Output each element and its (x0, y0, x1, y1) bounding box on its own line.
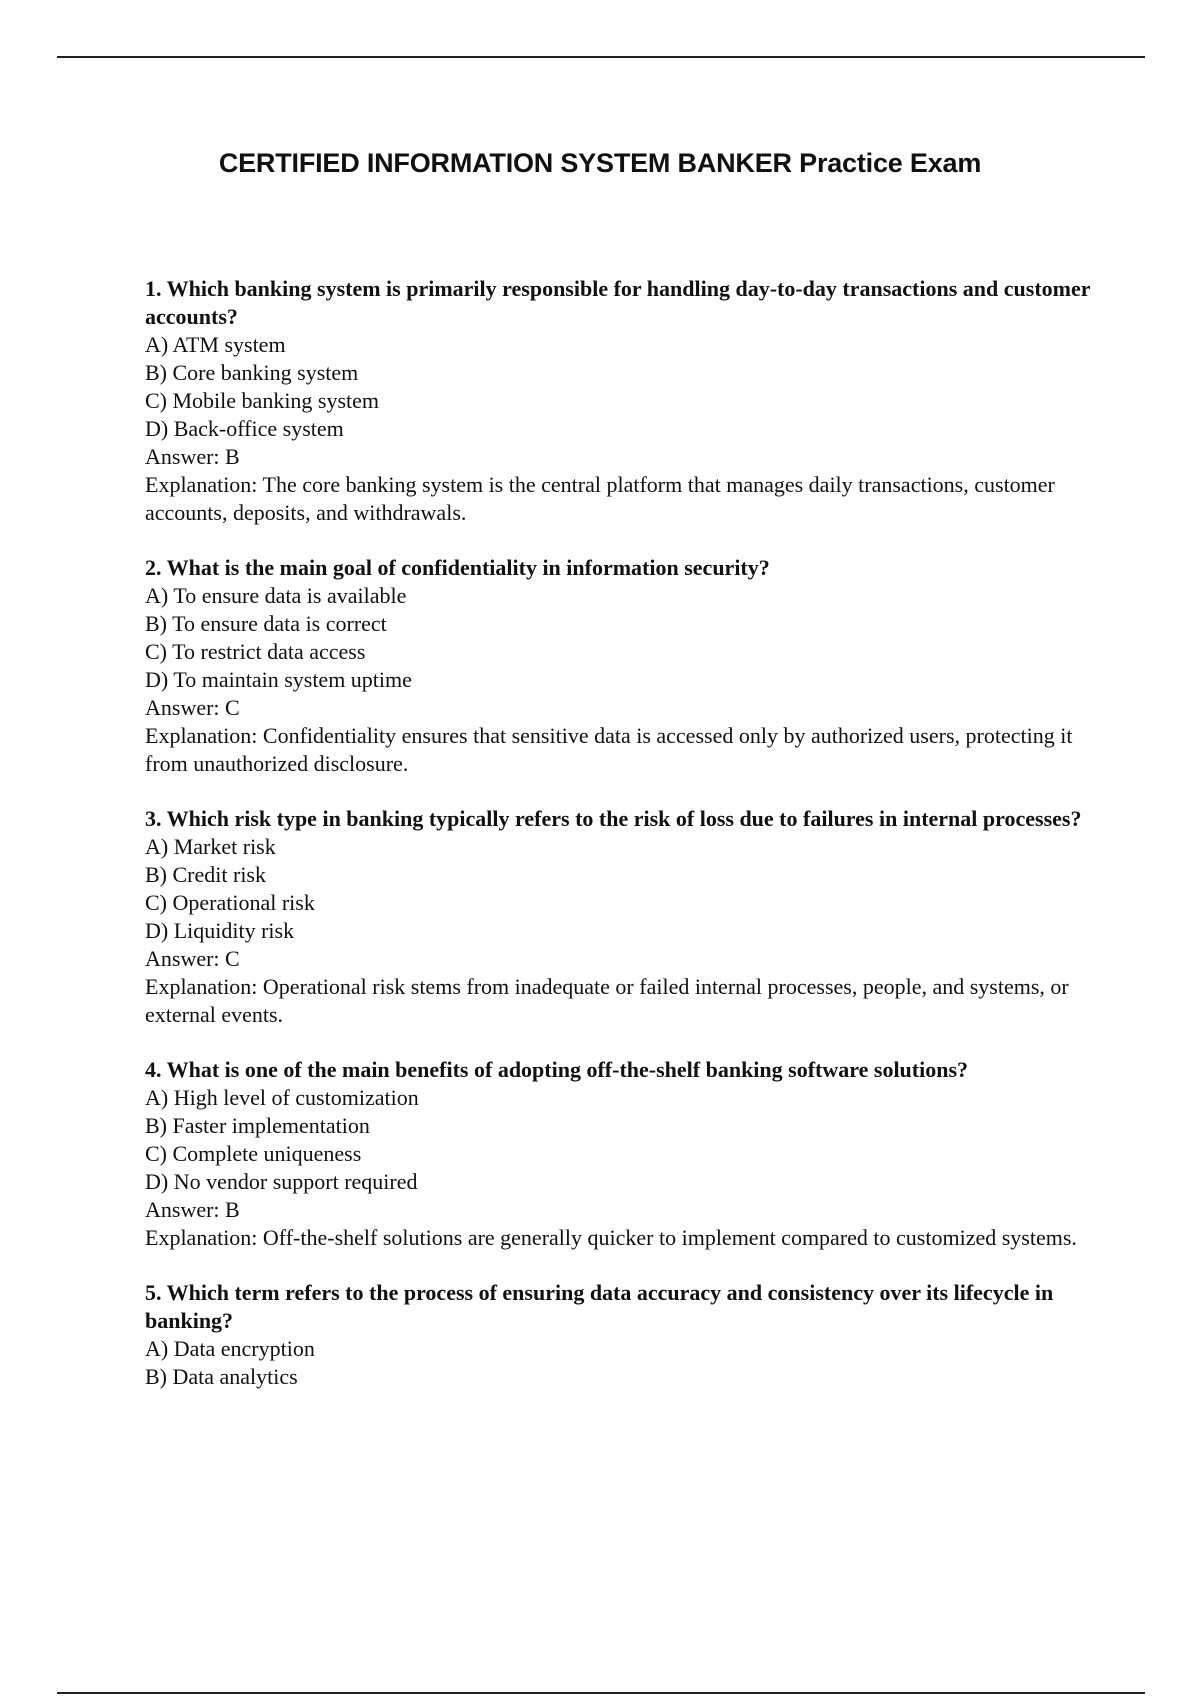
question-text: 4. What is one of the main benefits of adopting off-the-shelf banking software solutions? (145, 1057, 969, 1082)
option-b: B) Data analytics (145, 1364, 298, 1389)
question-3 (145, 805, 1095, 1029)
question-text: 5. Which term refers to the process of ensuring data accuracy and consistency over its lifecycle in banking? (145, 1280, 1054, 1333)
option-d: D) Back-office system (145, 416, 344, 441)
option-a: A) Market risk (145, 834, 276, 859)
answer-line: Answer: B (145, 1197, 240, 1222)
option-a: A) Data encryption (145, 1336, 315, 1361)
question-5 (145, 1279, 1095, 1391)
answer-line: Answer: B (145, 444, 240, 469)
option-d: D) No vendor support required (145, 1169, 418, 1194)
question-text: 2. What is the main goal of confidentiality in information security? (145, 555, 770, 580)
bottom-rule (57, 1692, 1145, 1694)
explanation-text: Explanation: Confidentiality ensures that sensitive data is accessed only by authorized users, protecting it from unauthorized disclosure. (145, 723, 1073, 776)
option-b: B) Credit risk (145, 862, 266, 887)
option-c: C) Complete uniqueness (145, 1141, 362, 1166)
option-a: A) High level of customization (145, 1085, 419, 1110)
option-d: D) To maintain system uptime (145, 667, 412, 692)
question-2 (145, 554, 1095, 778)
option-b: B) Core banking system (145, 360, 359, 385)
option-b: B) Faster implementation (145, 1113, 370, 1138)
question-1 (145, 275, 1095, 527)
option-c: C) To restrict data access (145, 639, 366, 664)
answer-line: Answer: C (145, 695, 240, 720)
answer-line: Answer: C (145, 946, 240, 971)
explanation-text: Explanation: Operational risk stems from inadequate or failed internal processes, people, and systems, or external events. (145, 974, 1069, 1027)
explanation-text: Explanation: The core banking system is the central platform that manages daily transactions, customer accounts, deposits, and withdrawals. (145, 472, 1055, 525)
question-list (145, 275, 1095, 1418)
explanation-text: Explanation: Off-the-shelf solutions are generally quicker to implement compared to customized systems. (145, 1225, 1077, 1250)
option-b: B) To ensure data is correct (145, 611, 387, 636)
top-rule (57, 56, 1145, 58)
option-a: A) ATM system (145, 332, 286, 357)
question-text: 1. Which banking system is primarily responsible for handling day-to-day transactions and customer accounts? (145, 276, 1091, 329)
page-title: CERTIFIED INFORMATION SYSTEM BANKER Practice Exam (218, 148, 982, 178)
option-c: C) Operational risk (145, 890, 315, 915)
question-4 (145, 1056, 1095, 1252)
option-d: D) Liquidity risk (145, 918, 295, 943)
option-a: A) To ensure data is available (145, 583, 407, 608)
option-c: C) Mobile banking system (145, 388, 380, 413)
question-text: 3. Which risk type in banking typically refers to the risk of loss due to failures in internal processes? (145, 806, 1082, 831)
